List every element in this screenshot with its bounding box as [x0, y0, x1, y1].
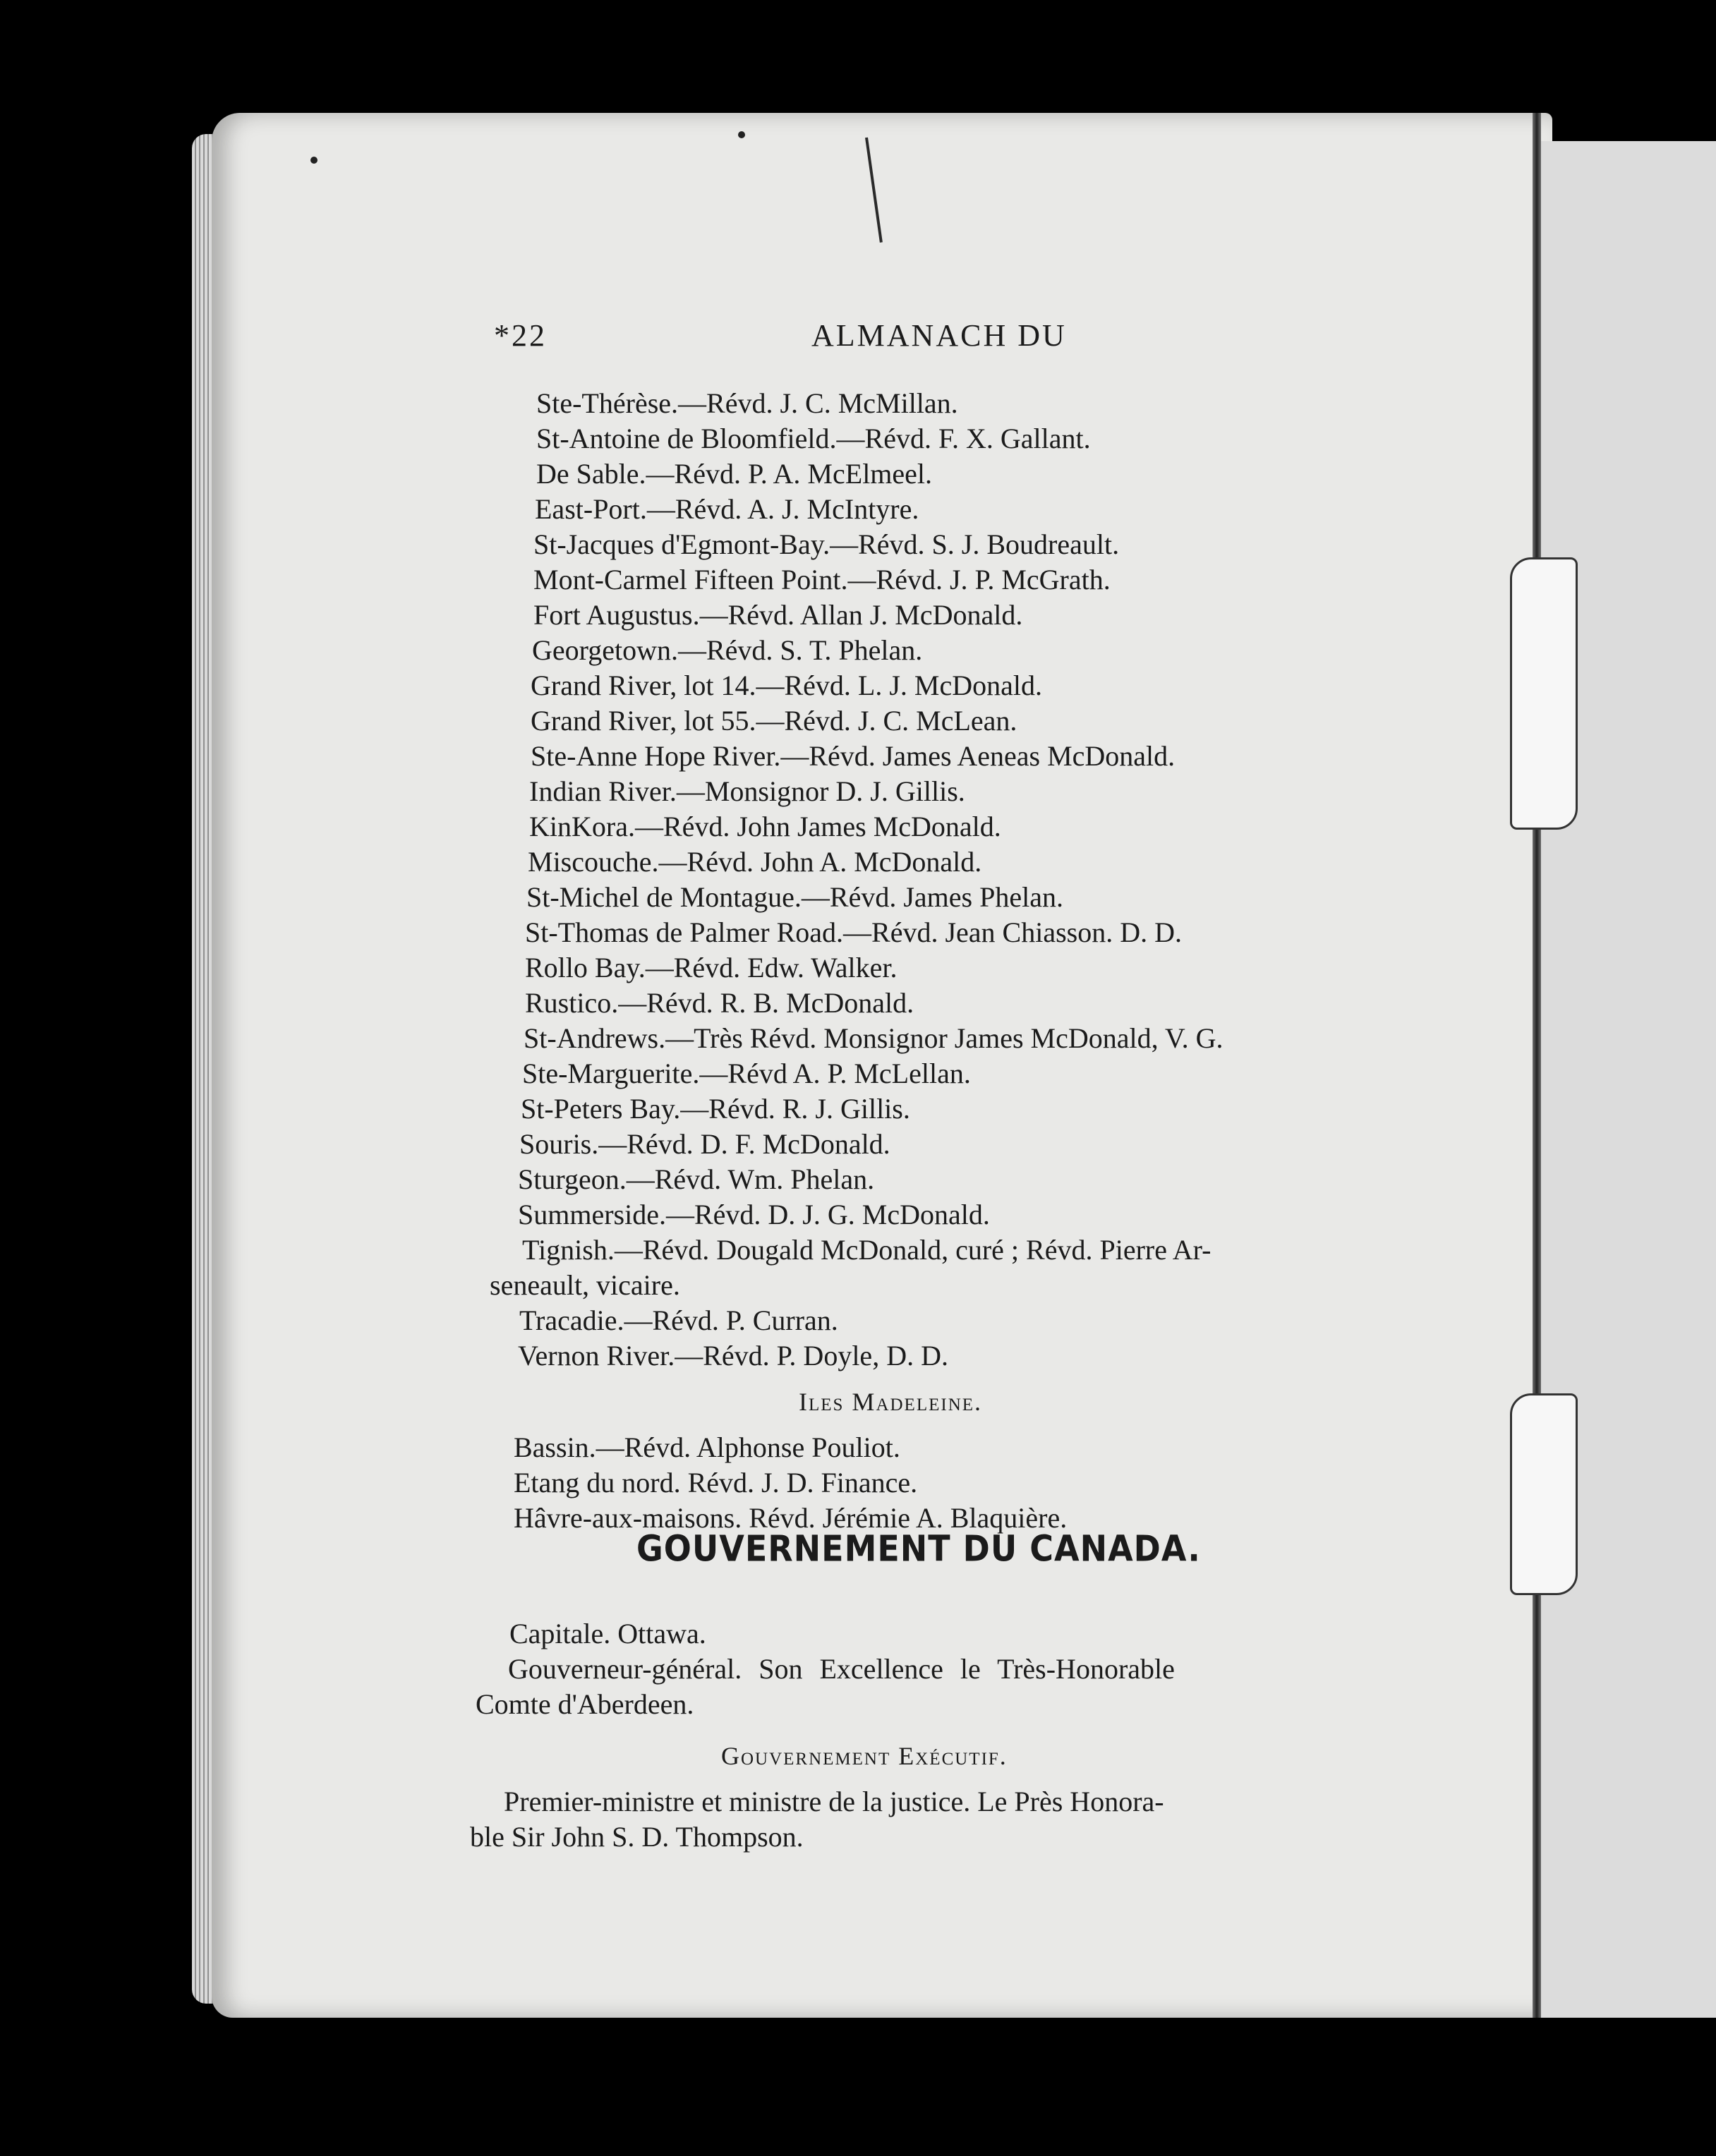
parish-entry: East-Port.—Révd. A. J. McIntyre. [535, 493, 919, 525]
government-line: Capitale. Ottawa. [509, 1618, 706, 1649]
parish-entry: Ste-Thérèse.—Révd. J. C. McMillan. [536, 387, 958, 419]
parish-entry: St-Jacques d'Egmont-Bay.—Révd. S. J. Boudreault. [533, 528, 1120, 560]
parish-entry: Miscouche.—Révd. John A. McDonald. [528, 846, 982, 878]
parish-entry: Indian River.—Monsignor D. J. Gillis. [529, 775, 965, 807]
parish-entry: Tracadie.—Révd. P. Curran. [519, 1304, 838, 1336]
parish-entry: St-Peters Bay.—Révd. R. J. Gillis. [521, 1093, 910, 1125]
parish-entry: Mont-Carmel Fifteen Point.—Révd. J. P. McGrath. [533, 564, 1111, 595]
parish-entry: Summerside.—Révd. D. J. G. McDonald. [518, 1199, 990, 1230]
section-heading-government: GOUVERNEMENT DU CANADA. [636, 1527, 1201, 1570]
parish-entry: De Sable.—Révd. P. A. McElmeel. [536, 458, 933, 490]
parish-entry: St-Antoine de Bloomfield.—Révd. F. X. Gallant. [536, 423, 1091, 454]
parish-entry: Rustico.—Révd. R. B. McDonald. [525, 987, 914, 1019]
page-number: *22 [494, 318, 547, 353]
parish-entry: Ste-Marguerite.—Révd A. P. McLellan. [522, 1058, 971, 1089]
parish-entry: Grand River, lot 55.—Révd. J. C. McLean. [531, 705, 1017, 737]
parish-entry: St-Thomas de Palmer Road.—Révd. Jean Chiasson. D. D. [525, 916, 1182, 948]
executive-line: ble Sir John S. D. Thompson. [470, 1821, 804, 1853]
madeleine-entry: Etang du nord. Révd. J. D. Finance. [514, 1467, 918, 1498]
section-heading-iles-madeleine: Iles Madeleine. [799, 1388, 983, 1416]
running-title: ALMANACH DU [811, 318, 1067, 353]
government-line: Gouverneur-général. Son Excellence le Très-Honorable [508, 1653, 1175, 1685]
government-line: Comte d'Aberdeen. [476, 1688, 694, 1720]
parish-entry: Fort Augustus.—Révd. Allan J. McDonald. [533, 599, 1023, 631]
parish-entry: Vernon River.—Révd. P. Doyle, D. D. [518, 1340, 948, 1371]
parish-entry: Georgetown.—Révd. S. T. Phelan. [532, 634, 923, 666]
parish-entry: Sturgeon.—Révd. Wm. Phelan. [518, 1163, 875, 1195]
parish-entry: KinKora.—Révd. John James McDonald. [529, 811, 1001, 842]
parish-entry: Rollo Bay.—Révd. Edw. Walker. [525, 952, 898, 983]
parish-entry: Grand River, lot 14.—Révd. L. J. McDonald. [531, 670, 1042, 701]
executive-line: Premier-ministre et ministre de la justice. Le Près Honora- [504, 1786, 1164, 1817]
madeleine-entry: Hâvre-aux-maisons. Révd. Jérémie A. Blaquière. [514, 1502, 1068, 1534]
parish-entry: Souris.—Révd. D. F. McDonald. [519, 1128, 890, 1160]
parish-entry: St-Andrews.—Très Révd. Monsignor James McDonald, V. G. [524, 1022, 1223, 1054]
parish-entry-continuation: seneault, vicaire. [490, 1269, 680, 1301]
parish-entry: St-Michel de Montague.—Révd. James Phelan. [526, 881, 1063, 913]
section-heading-executive: Gouvernement Exécutif. [721, 1742, 1008, 1770]
parish-entry: Ste-Anne Hope River.—Révd. James Aeneas McDonald. [531, 740, 1176, 772]
parish-entry: Tignish.—Révd. Dougald McDonald, curé ; Révd. Pierre Ar- [522, 1234, 1212, 1266]
madeleine-entry: Bassin.—Révd. Alphonse Pouliot. [514, 1431, 900, 1463]
